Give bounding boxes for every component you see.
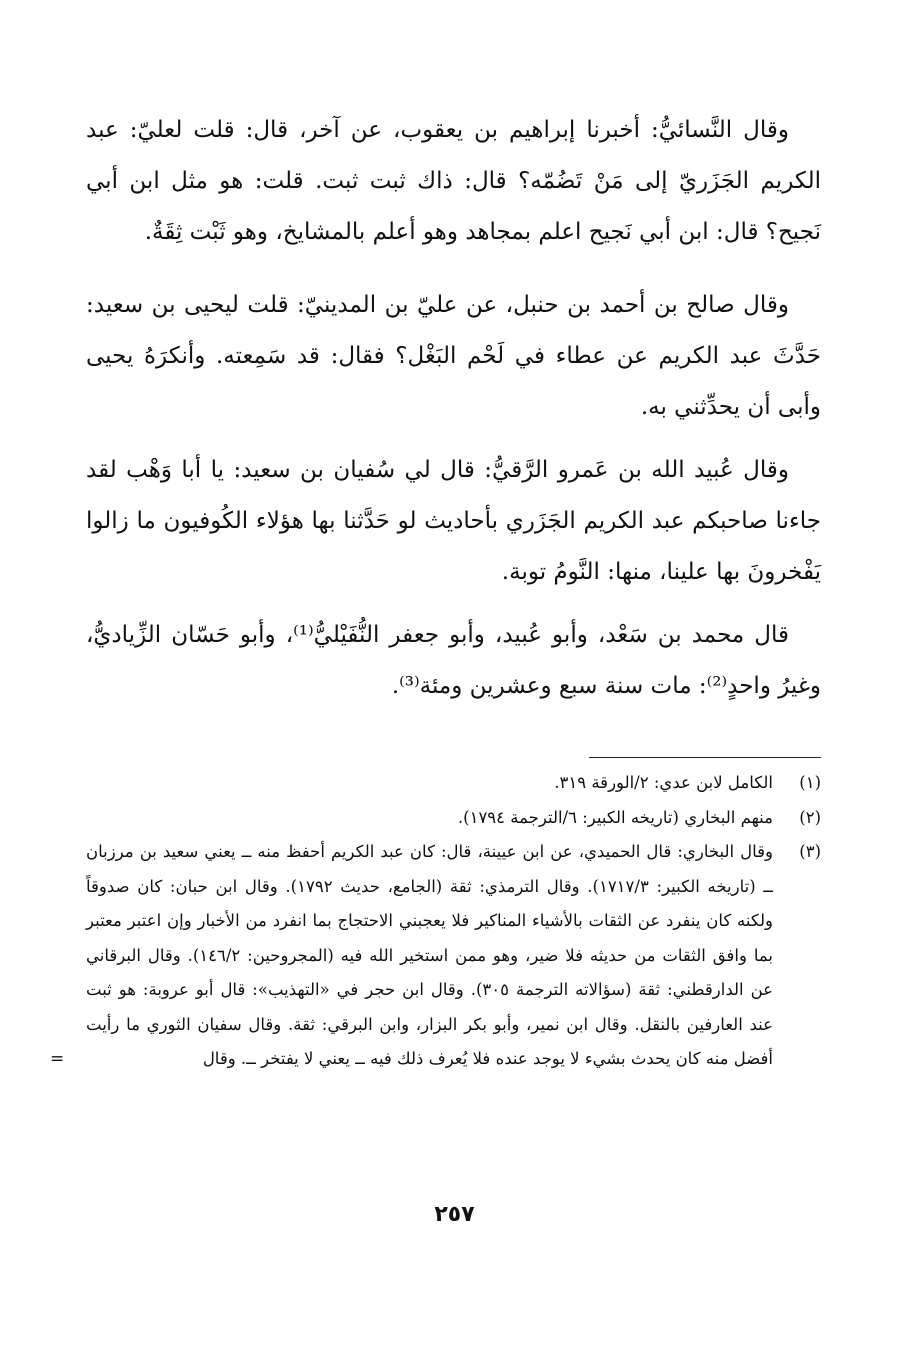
footnote-3 — [50, 835, 821, 1077]
footnote-number: (٢) — [799, 807, 821, 827]
footnote-text: وقال البخاري: قال الحميدي، عن ابن عيينة، قال: كان عبد الكريم أحفظ منه ــ يعني سعيد بن مرزبان ــ (تاريخه الكبير: ١٧١٧/٣). وقال الترمذي: ثقة (الجامع، حديث ١٧٩٢). وقال ابن حبان: كان صدوقاً ولكنه كان ينفرد عن الثقات بالأشياء المناكير فلا يعجبني الاحتجاج بما انفرد من الأخبار وإن اعتبر معتبر بما وافق الثقات من حديثه فلا ضير، وهو ممن استخير الله فيه (المجروحين: ١٤٦/٢). وقال البرقاني عن الدارقطني: ثقة (سؤالاته الترجمة ٣٠٥). وقال ابن حجر في «التهذيب»: قال أبو عروبة: هو ثبت عند العارفين بالنقل. وقال ابن نمير، وأبو بكر البزار، وابن البرقي: ثقة. وقال سفيان الثوري ما رأيت أفضل منه كان يحدث بشيء لا يوجد عنده فلا يُعرف ذلك فيه ــ يعني لا يفتخر ــ. وقال — [86, 842, 773, 1068]
footnote-text: الكامل لابن عدي: ٢/الورقة ٣١٩. — [554, 773, 773, 792]
footnote-divider — [589, 757, 821, 758]
footnote-1 — [86, 766, 821, 801]
paragraph-ubaydullah-raqqi: وقال عُبيد الله بن عَمرو الرَّقيُّ: قال لي سُفيان بن سعيد: يا أبا وَهْب لقد جاءنا صاحبكم عبد الكريم الجَزَري بأحاديث لو حَدَّثنا بها هؤلاء الكُوفيون ما زالوا يَفْخرونَ بها علينا، منها: النَّومُ توبة. — [86, 457, 821, 585]
page-number: ٢٥٧ — [434, 1202, 475, 1227]
main-text-body — [86, 105, 821, 712]
paragraph-salih-ibn-ahmad: وقال صالح بن أحمد بن حنبل، عن عليّ بن المدينيّ: قلت ليحيى بن سعيد: حَدَّثَ عبد الكريم عن عطاء في لَحْم البَغْل؟ فقال: قد سَمِعته. وأنكرَهُ يحيى وأبى أن يحدِّثني به. — [86, 292, 821, 420]
footnotes-section — [50, 766, 821, 1077]
paragraph-nasai: وقال النَّسائيُّ: أخبرنا إبراهيم بن يعقوب، عن آخر، قال: قلت لعليّ: عبد الكريم الجَزَريّ إلى مَنْ تَضُمّه؟ قال: ذاك ثبت ثبت. قلت: هو مثل ابن أبي نَجيح؟ قال: ابن أبي نَجيح اعلم بمجاهد وهو أعلم بالمشايخ، وهو ثَبْت ثِقَةٌ. — [86, 117, 821, 245]
paragraph-death-date: قال محمد بن سَعْد، وأبو عُبيد، وأبو جعفر النُّفَيْليُّ⁽¹⁾، وأبو حَسّان الزِّياديُّ، وغيرُ واحدٍ⁽²⁾: مات سنة سبع وعشرين ومئة⁽³⁾. — [86, 622, 821, 699]
footnote-number: (٣) — [799, 842, 821, 861]
footnote-number: (١) — [799, 773, 821, 792]
footnote-text: منهم البخاري (تاريخه الكبير: ٦/الترجمة ١٧٩٤). — [457, 807, 773, 827]
footnote-continuation-mark: = — [50, 1049, 65, 1069]
footnote-2 — [86, 801, 821, 836]
